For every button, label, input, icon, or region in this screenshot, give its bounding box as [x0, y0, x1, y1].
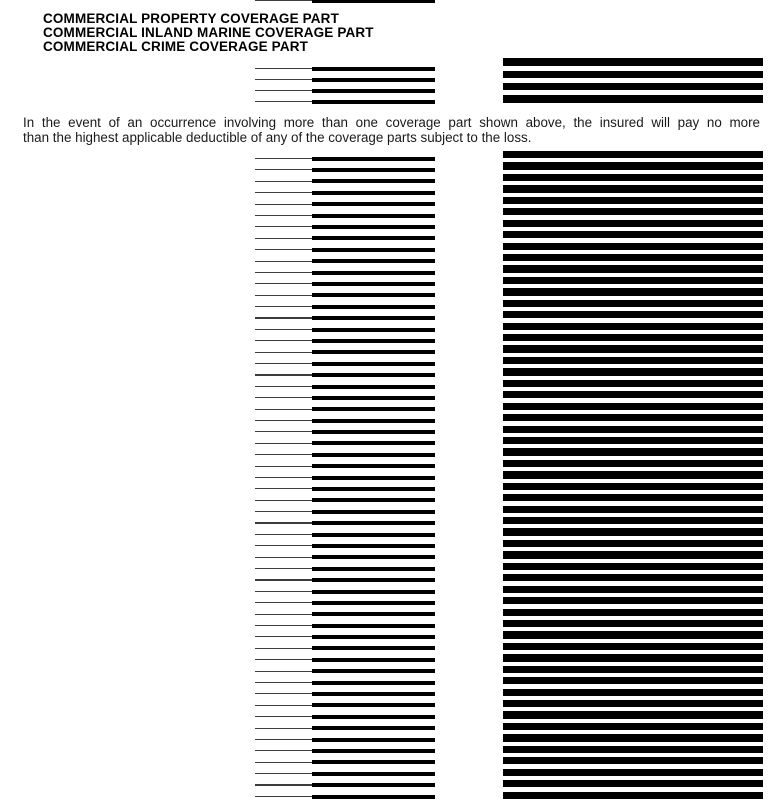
redaction-bar [503, 483, 763, 490]
redaction-bar [312, 191, 435, 195]
redacted-underline [255, 579, 312, 580]
redacted-underline [255, 545, 312, 546]
redacted-line-row [255, 350, 435, 354]
redacted-underline [255, 705, 312, 706]
redaction-bar [503, 300, 763, 307]
heading-line-property: COMMERCIAL PROPERTY COVERAGE PART [43, 11, 339, 26]
redaction-bar [503, 368, 763, 375]
redacted-line-row [255, 681, 435, 685]
redacted-underline [255, 602, 312, 603]
redacted-line-row [255, 555, 435, 559]
redacted-underline [255, 386, 312, 387]
redaction-bar [312, 510, 435, 514]
redaction-bar [503, 677, 763, 684]
redacted-underline [255, 352, 312, 353]
redaction-bar [312, 339, 435, 343]
redacted-line-row [255, 396, 435, 400]
redacted-underline [255, 340, 312, 341]
redacted-underline [255, 329, 312, 330]
redaction-bar [503, 757, 763, 764]
redaction-bar [503, 769, 763, 776]
redaction-bar [312, 271, 435, 275]
redacted-line-row [255, 385, 435, 389]
redaction-bar [312, 89, 435, 93]
redacted-line-row [255, 168, 435, 172]
redacted-underline [255, 317, 312, 318]
redacted-line-row [255, 191, 435, 195]
redaction-bar [312, 760, 435, 764]
redaction-bar [312, 544, 435, 548]
redacted-underline [255, 728, 312, 729]
redacted-line-row [255, 498, 435, 502]
redaction-bar [312, 441, 435, 445]
redaction-bar [312, 362, 435, 366]
redacted-underline [255, 454, 312, 455]
redacted-line-row [255, 316, 435, 320]
redacted-underline [255, 762, 312, 763]
redaction-bar [312, 100, 435, 104]
redacted-line-row [255, 703, 435, 707]
redaction-bar [503, 711, 763, 718]
redacted-underline [255, 784, 312, 785]
redaction-bar [503, 780, 763, 787]
redaction-bar [503, 243, 763, 250]
redaction-bar [312, 669, 435, 673]
redacted-underline [255, 477, 312, 478]
redacted-line-row [255, 521, 435, 525]
redaction-bar [503, 746, 763, 753]
redacted-line-row [255, 669, 435, 673]
redaction-bar [503, 563, 763, 570]
redacted-line-row [255, 430, 435, 434]
redacted-line-row [255, 293, 435, 297]
redaction-bar [312, 453, 435, 457]
redaction-bar [503, 197, 763, 204]
top-left-redaction-group [255, 67, 435, 104]
redacted-underline [255, 716, 312, 717]
redaction-bar [312, 157, 435, 161]
redaction-bar [312, 225, 435, 229]
redaction-bar [503, 574, 763, 581]
redaction-bar [503, 471, 763, 478]
redaction-bar [312, 67, 435, 71]
redacted-line-row [255, 692, 435, 696]
redacted-line-row [255, 567, 435, 571]
redacted-line-row [255, 236, 435, 240]
redaction-bar [312, 236, 435, 240]
redaction-bar [312, 248, 435, 252]
redacted-underline [255, 557, 312, 558]
redacted-underline [255, 101, 312, 102]
redacted-underline [255, 215, 312, 216]
redaction-bar [312, 305, 435, 309]
redaction-bar [503, 288, 763, 295]
redaction-bar [312, 783, 435, 787]
redacted-line-row [255, 362, 435, 366]
redaction-bar [312, 487, 435, 491]
redacted-underline [255, 238, 312, 239]
redaction-bar [503, 609, 763, 616]
redaction-bar [503, 643, 763, 650]
redacted-underline [255, 295, 312, 296]
redaction-bar [312, 476, 435, 480]
deductible-clause-paragraph [23, 115, 760, 145]
redaction-bar [312, 350, 435, 354]
redacted-line-row [255, 544, 435, 548]
redacted-underline [255, 283, 312, 284]
redaction-bar [503, 220, 763, 227]
redaction-bar [503, 357, 763, 364]
redacted-underline [255, 648, 312, 649]
redaction-bar [503, 83, 763, 90]
redacted-underline [255, 773, 312, 774]
redaction-bar [312, 703, 435, 707]
redacted-line-row [255, 328, 435, 332]
redacted-line-row [255, 749, 435, 753]
redacted-underline [255, 169, 312, 170]
redacted-underline [255, 636, 312, 637]
redacted-line-row [255, 487, 435, 491]
redaction-bar [503, 597, 763, 604]
heading-line-inland-marine: COMMERCIAL INLAND MARINE COVERAGE PART [43, 25, 374, 41]
redacted-line-row [255, 601, 435, 605]
redacted-line-row [255, 67, 435, 71]
redaction-bar [312, 202, 435, 206]
redaction-bar [312, 521, 435, 525]
redacted-underline [255, 568, 312, 569]
redacted-underline [255, 420, 312, 421]
redaction-bar [503, 380, 763, 387]
redaction-bar [503, 334, 763, 341]
redaction-bar [312, 658, 435, 662]
redacted-underline [255, 693, 312, 694]
redaction-bar [503, 414, 763, 421]
redaction-bar [503, 58, 763, 65]
redaction-bar [312, 567, 435, 571]
redaction-bar [312, 681, 435, 685]
redaction-bar [312, 293, 435, 297]
redaction-bar [312, 214, 435, 218]
redacted-line-row [255, 533, 435, 537]
redacted-underline [255, 534, 312, 535]
redacted-underline [255, 363, 312, 364]
redacted-underline [255, 306, 312, 307]
top-right-redaction-group [503, 58, 763, 102]
coverage-part-heading [43, 12, 374, 54]
redacted-underline [255, 682, 312, 683]
redaction-bar [312, 396, 435, 400]
redaction-bar [503, 391, 763, 398]
redaction-bar [312, 795, 435, 799]
redacted-line-row [255, 453, 435, 457]
redacted-underline [255, 249, 312, 250]
redacted-line-row [255, 760, 435, 764]
redacted-line-row [255, 795, 435, 799]
redacted-underline [255, 431, 312, 432]
redaction-bar [312, 555, 435, 559]
redaction-bar [503, 551, 763, 558]
redaction-bar [312, 78, 435, 82]
redaction-bar [503, 517, 763, 524]
redaction-bar [503, 437, 763, 444]
redaction-bar [312, 282, 435, 286]
redacted-line-row [255, 373, 435, 377]
redacted-line-row [255, 0, 435, 3]
redaction-bar [503, 540, 763, 547]
redacted-underline [255, 796, 312, 797]
redacted-underline [255, 272, 312, 273]
redaction-bar [312, 738, 435, 742]
redacted-underline [255, 261, 312, 262]
redaction-bar [503, 185, 763, 192]
redacted-line-row [255, 464, 435, 468]
redaction-bar [503, 151, 763, 158]
redacted-underline [255, 409, 312, 410]
redaction-bar [503, 311, 763, 318]
redacted-underline [255, 192, 312, 193]
redaction-bar [503, 723, 763, 730]
redaction-bar [503, 95, 763, 102]
redaction-bar [312, 464, 435, 468]
redaction-bar [312, 533, 435, 537]
redaction-bar [503, 734, 763, 741]
top-partial-redaction-group [255, 0, 435, 3]
redaction-bar [312, 601, 435, 605]
redacted-line-row [255, 658, 435, 662]
redacted-line-row [255, 624, 435, 628]
redaction-bar [503, 506, 763, 513]
redaction-bar [312, 498, 435, 502]
redacted-underline [255, 614, 312, 615]
redaction-bar [503, 654, 763, 661]
redaction-bar [312, 316, 435, 320]
redacted-line-row [255, 738, 435, 742]
redacted-line-row [255, 157, 435, 161]
redacted-underline [255, 397, 312, 398]
redacted-underline [255, 0, 312, 1]
redacted-line-row [255, 259, 435, 263]
redaction-bar [503, 174, 763, 181]
redaction-bar [312, 385, 435, 389]
redacted-underline [255, 158, 312, 159]
redacted-line-row [255, 635, 435, 639]
redacted-line-row [255, 100, 435, 104]
redaction-bar [503, 323, 763, 330]
body-left-redaction-column [255, 157, 435, 799]
redaction-bar [503, 448, 763, 455]
redaction-bar [312, 0, 435, 3]
redacted-underline [255, 374, 312, 375]
body-right-redaction-column [503, 151, 763, 799]
redacted-line-row [255, 214, 435, 218]
redaction-bar [503, 231, 763, 238]
redaction-bar [312, 635, 435, 639]
redaction-bar [503, 700, 763, 707]
redacted-underline [255, 625, 312, 626]
redaction-bar [503, 494, 763, 501]
redacted-line-row [255, 179, 435, 183]
redacted-underline [255, 466, 312, 467]
redaction-bar [312, 726, 435, 730]
redaction-bar [503, 460, 763, 467]
redacted-line-row [255, 783, 435, 787]
redaction-bar [312, 772, 435, 776]
redaction-bar [503, 792, 763, 799]
redacted-underline [255, 79, 312, 80]
clause-line: than the highest applicable deductible of any of the coverage parts subject to the loss. [23, 130, 532, 146]
redaction-bar [503, 345, 763, 352]
redacted-underline [255, 181, 312, 182]
redaction-bar [312, 259, 435, 263]
redacted-line-row [255, 248, 435, 252]
redaction-bar [312, 624, 435, 628]
redacted-line-row [255, 590, 435, 594]
redaction-bar [503, 208, 763, 215]
redaction-bar [312, 179, 435, 183]
redacted-line-row [255, 305, 435, 309]
redacted-underline [255, 90, 312, 91]
redacted-line-row [255, 578, 435, 582]
redaction-bar [503, 162, 763, 169]
redaction-bar [503, 631, 763, 638]
redaction-bar [312, 578, 435, 582]
redacted-line-row [255, 202, 435, 206]
redacted-line-row [255, 225, 435, 229]
redaction-bar [312, 612, 435, 616]
redacted-underline [255, 659, 312, 660]
redacted-line-row [255, 419, 435, 423]
redacted-line-row [255, 646, 435, 650]
redaction-bar [312, 168, 435, 172]
redacted-underline [255, 204, 312, 205]
redaction-bar [503, 71, 763, 78]
redacted-underline [255, 443, 312, 444]
redaction-bar [503, 403, 763, 410]
redacted-underline [255, 750, 312, 751]
redaction-bar [503, 265, 763, 272]
redacted-line-row [255, 407, 435, 411]
redacted-underline [255, 522, 312, 523]
redacted-line-row [255, 271, 435, 275]
heading-line-crime: COMMERCIAL CRIME COVERAGE PART [43, 39, 309, 55]
redaction-bar [312, 407, 435, 411]
redacted-underline [255, 68, 312, 69]
redaction-bar [312, 749, 435, 753]
redaction-bar [312, 419, 435, 423]
redaction-bar [312, 328, 435, 332]
redacted-underline [255, 739, 312, 740]
redaction-bar [312, 715, 435, 719]
redacted-line-row [255, 78, 435, 82]
redaction-bar [503, 689, 763, 696]
redacted-line-row [255, 715, 435, 719]
redaction-bar [503, 528, 763, 535]
redaction-bar [503, 586, 763, 593]
redacted-underline [255, 591, 312, 592]
redacted-underline [255, 511, 312, 512]
redaction-bar [312, 692, 435, 696]
redacted-underline [255, 500, 312, 501]
redacted-line-row [255, 476, 435, 480]
redacted-line-row [255, 441, 435, 445]
redacted-line-row [255, 612, 435, 616]
redacted-line-row [255, 772, 435, 776]
redaction-bar [503, 620, 763, 627]
redacted-line-row [255, 726, 435, 730]
redacted-line-row [255, 89, 435, 93]
redacted-underline [255, 226, 312, 227]
redaction-bar [503, 426, 763, 433]
clause-line: In the event of an occurrence involving more than one coverage part shown above, the insured will pay no more [23, 115, 760, 130]
redacted-line-row [255, 339, 435, 343]
redacted-underline [255, 488, 312, 489]
redaction-bar [312, 373, 435, 377]
redacted-line-row [255, 282, 435, 286]
redacted-line-row [255, 510, 435, 514]
redaction-bar [503, 666, 763, 673]
redaction-bar [312, 590, 435, 594]
redaction-bar [503, 254, 763, 261]
redacted-underline [255, 671, 312, 672]
redaction-bar [312, 646, 435, 650]
redaction-bar [503, 277, 763, 284]
redaction-bar [312, 430, 435, 434]
